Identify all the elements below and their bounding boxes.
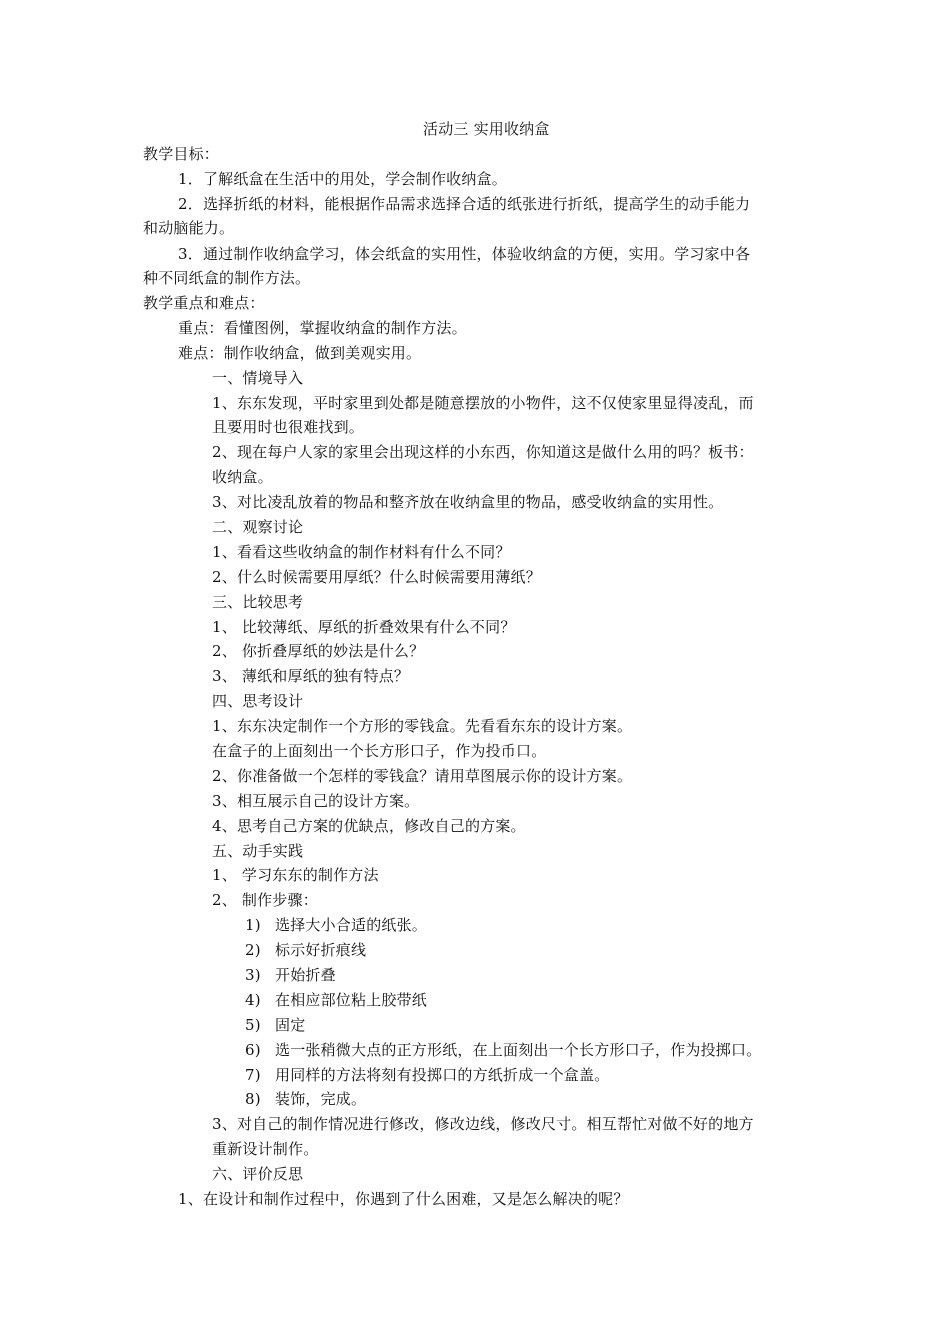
- section-3-item-3: 3、 薄纸和厚纸的独有特点？: [212, 667, 410, 685]
- step-text: 选择大小合适的纸张。: [275, 916, 428, 934]
- step-number: 7): [245, 1066, 261, 1084]
- section-4-item-2: 2、你准备做一个怎样的零钱盒？请用草图展示你的设计方案。: [212, 767, 633, 785]
- section-5-heading: 五、动手实践: [212, 842, 304, 860]
- objective-2: 2．选择折纸的材料，能根据作品需求选择合适的纸张进行折纸，提高学生的动手能力: [178, 195, 751, 213]
- section-4-item-4: 4、思考自己方案的优缺点，修改自己的方案。: [212, 817, 526, 835]
- section-5-item-3: 3、对自己的制作情况进行修改，修改边线，修改尺寸。相互帮忙对做不好的地方: [212, 1115, 754, 1133]
- section-1-item-1-cont: 且要用时也很难找到。: [212, 418, 365, 436]
- objective-3-cont: 种不同纸盒的制作方法。: [143, 269, 311, 287]
- step-number: 2): [245, 941, 261, 959]
- section-3-item-1: 1、 比较薄纸、厚纸的折叠效果有什么不同？: [212, 618, 516, 636]
- step-number: 8): [245, 1090, 261, 1108]
- objective-2-cont: 和动脑能力。: [143, 219, 235, 237]
- step-text: 用同样的方法将刻有投掷口的方纸折成一个盒盖。: [275, 1066, 610, 1084]
- step-number: 1): [245, 916, 261, 934]
- section-1-heading: 一、情境导入: [212, 369, 304, 387]
- section-4-item-1: 1、东东决定制作一个方形的零钱盒。先看看东东的设计方案。: [212, 717, 633, 735]
- step-text: 固定: [275, 1016, 306, 1034]
- section-2-item-2: 2、什么时候需要用厚纸？什么时候需要用薄纸？: [212, 568, 541, 586]
- section-1-item-2-cont: 收纳盒。: [212, 468, 273, 486]
- section-5-item-2: 2、 制作步骤：: [212, 891, 318, 909]
- section-1-item-3: 3、对比凌乱放着的物品和整齐放在收纳盒里的物品，感受收纳盒的实用性。: [212, 493, 724, 511]
- section-2-item-1: 1、看看这些收纳盒的制作材料有什么不同？: [212, 543, 511, 561]
- key-points-heading: 教学重点和难点：: [143, 294, 265, 312]
- step-text: 开始折叠: [275, 966, 336, 984]
- step-1: [245, 915, 427, 935]
- step-4: [245, 990, 427, 1010]
- section-2-heading: 二、观察讨论: [212, 518, 304, 536]
- step-text: 在相应部位粘上胶带纸: [275, 991, 428, 1009]
- section-6-heading: 六、评价反思: [212, 1165, 304, 1183]
- objective-3: 3．通过制作收纳盒学习，体会纸盒的实用性，体验收纳盒的方便，实用。学习家中各: [178, 245, 751, 263]
- section-1-item-2: 2、现在每户人家的家里会出现这样的小东西，你知道这是做什么用的吗？板书：: [212, 443, 754, 461]
- step-text: 标示好折痕线: [275, 941, 367, 959]
- document-title: 活动三 实用收纳盒: [423, 120, 550, 138]
- step-number: 6): [245, 1041, 261, 1059]
- section-3-heading: 三、比较思考: [212, 593, 304, 611]
- objective-1: 1．了解纸盒在生活中的用处，学会制作收纳盒。: [178, 170, 507, 188]
- section-1-item-1: 1、东东发现，平时家里到处都是随意摆放的小物件，这不仅使家里显得凌乱，而: [212, 394, 754, 412]
- step-text: 选一张稍微大点的正方形纸，在上面刻出一个长方形口子，作为投掷口。: [275, 1041, 762, 1059]
- step-8: [245, 1089, 366, 1109]
- section-3-item-2: 2、 你折叠厚纸的妙法是什么？: [212, 642, 425, 660]
- section-5-item-1: 1、 学习东东的制作方法: [212, 866, 379, 884]
- section-4-item-1-cont: 在盒子的上面刻出一个长方形口子，作为投币口。: [212, 742, 547, 760]
- key-point-focus: 重点：看懂图例，掌握收纳盒的制作方法。: [178, 319, 467, 337]
- step-2: [245, 940, 366, 960]
- key-point-difficulty: 难点：制作收纳盒，做到美观实用。: [178, 344, 422, 362]
- objectives-heading: 教学目标：: [143, 145, 220, 163]
- step-7: [245, 1065, 609, 1085]
- section-4-heading: 四、思考设计: [212, 692, 304, 710]
- step-text: 装饰，完成。: [275, 1090, 367, 1108]
- section-5-item-3-cont: 重新设计制作。: [212, 1140, 319, 1158]
- step-number: 5): [245, 1016, 261, 1034]
- step-6: [245, 1040, 761, 1060]
- section-4-item-3: 3、相互展示自己的设计方案。: [212, 792, 420, 810]
- section-6-item-1: 1、在设计和制作过程中，你遇到了什么困难，又是怎么解决的呢？: [178, 1190, 629, 1208]
- step-5: [245, 1015, 305, 1035]
- step-3: [245, 965, 336, 985]
- step-number: 4): [245, 991, 261, 1009]
- step-number: 3): [245, 966, 261, 984]
